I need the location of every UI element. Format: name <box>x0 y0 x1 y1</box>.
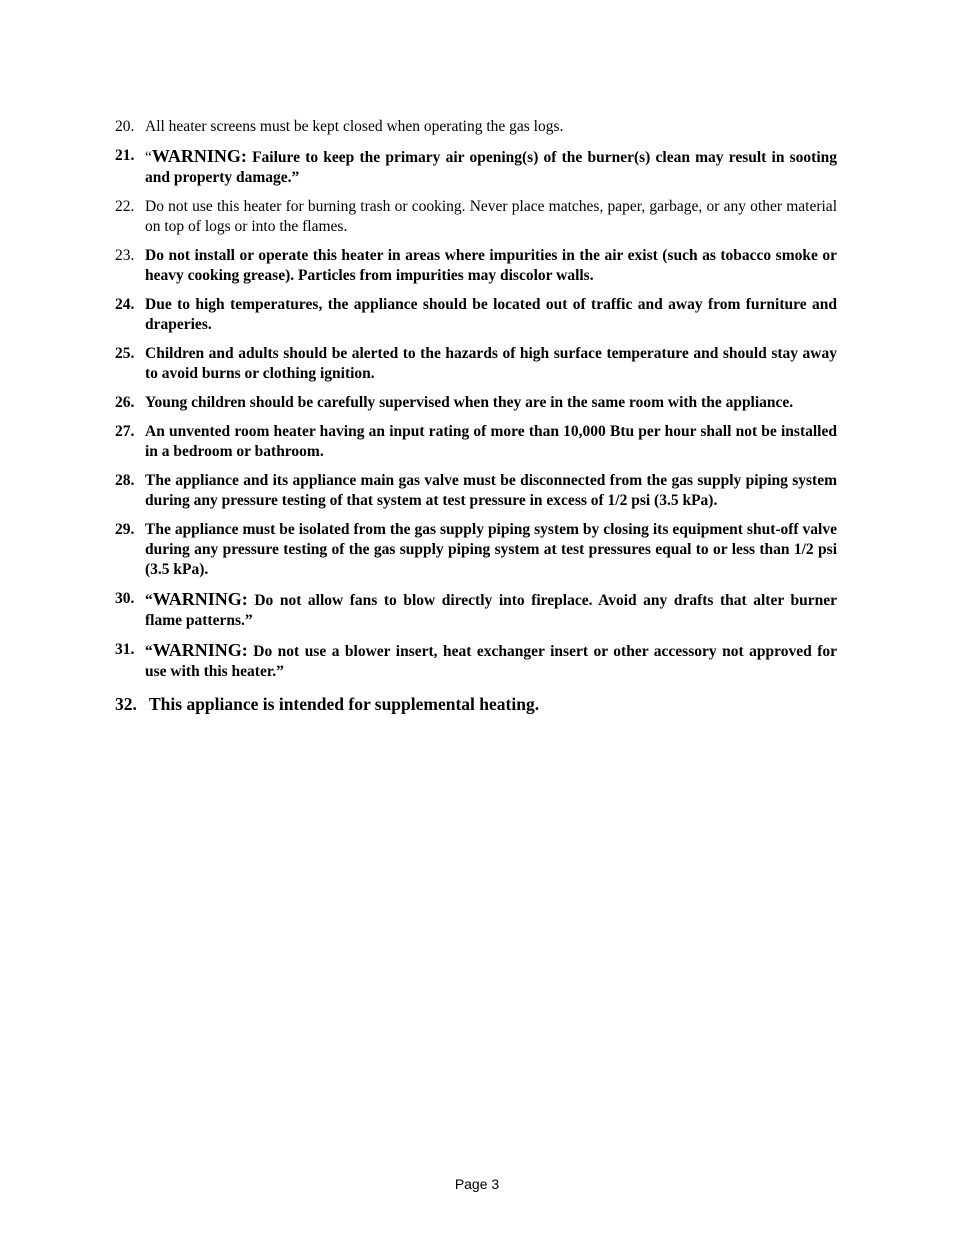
list-item-22 <box>115 197 837 237</box>
item-text-wrap <box>145 589 837 631</box>
item-number: 22. <box>115 198 135 215</box>
item-text: The appliance and its appliance main gas valve must be disconnected from the gas supply piping system during any pressure testing of that system at test pressure in excess of 1/2 psi (3.5 kPa). <box>145 472 837 509</box>
item-number: 29. <box>115 521 135 538</box>
list-item-25 <box>115 344 837 384</box>
item-number: 26. <box>115 394 135 411</box>
list-item-32 <box>115 694 837 714</box>
list-item-23 <box>115 246 837 286</box>
item-text-wrap <box>145 146 837 188</box>
list-item-30 <box>115 589 837 631</box>
item-text: This appliance is intended for supplemental heating. <box>149 694 540 714</box>
warning-label: WARNING: <box>152 640 248 660</box>
item-text: Young children should be carefully supervised when they are in the same room with the appliance. <box>145 394 794 411</box>
item-number: 25. <box>115 345 135 362</box>
open-quote: “ <box>145 149 152 166</box>
list-item-21 <box>115 146 837 188</box>
item-text: Due to high temperatures, the appliance should be located out of traffic and away from furniture and draperies. <box>145 296 837 333</box>
item-text: An unvented room heater having an input rating of more than 10,000 Btu per hour shall not be installed in a bedroom or bathroom. <box>145 423 837 460</box>
item-text-wrap <box>145 640 837 682</box>
item-number: 24. <box>115 296 135 313</box>
item-number: 20. <box>115 118 135 135</box>
warning-label: WARNING: <box>152 589 248 609</box>
item-text: All heater screens must be kept closed when operating the gas logs. <box>145 118 564 135</box>
list-item-28 <box>115 471 837 511</box>
list-item-20 <box>115 117 837 137</box>
open-quote: “ <box>145 643 153 660</box>
item-number: 32. <box>115 694 137 714</box>
item-text: Do not install or operate this heater in areas where impurities in the air exist (such as tobacco smoke or heavy cooking grease). Particles from impurities may discolor walls. <box>145 247 837 284</box>
item-text: Do not use this heater for burning trash or cooking. Never place matches, paper, garbage, or any other material on top of logs or into the flames. <box>145 198 837 235</box>
item-number: 28. <box>115 472 135 489</box>
item-text: The appliance must be isolated from the gas supply piping system by closing its equipment shut-off valve during any pressure testing of the gas supply piping system at test pressures equal to or less than 1/2 psi (3.5 kPa). <box>145 521 837 578</box>
item-number: 23. <box>115 247 135 264</box>
item-text: Do not allow fans to blow directly into fireplace. Avoid any drafts that alter burner flame patterns.” <box>145 592 838 629</box>
page-number: Page 3 <box>454 1176 500 1192</box>
item-number: 31. <box>115 641 135 658</box>
list-item-27 <box>115 422 837 462</box>
open-quote: “ <box>145 592 153 609</box>
safety-list <box>115 117 837 723</box>
list-item-29 <box>115 520 837 580</box>
list-item-31 <box>115 640 837 682</box>
list-item-26 <box>115 393 837 413</box>
list-item-24 <box>115 295 837 335</box>
item-number: 27. <box>115 423 135 440</box>
item-text: Children and adults should be alerted to the hazards of high surface temperature and should stay away to avoid burns or clothing ignition. <box>145 345 837 382</box>
warning-label: WARNING: <box>151 146 247 166</box>
item-text: Do not use a blower insert, heat exchanger insert or other accessory not approved for use with this heater.” <box>145 643 837 680</box>
item-number: 30. <box>115 590 135 607</box>
item-text: Failure to keep the primary air opening(s) of the burner(s) clean may result in sooting and property damage.” <box>145 149 837 186</box>
item-number: 21. <box>115 147 135 164</box>
